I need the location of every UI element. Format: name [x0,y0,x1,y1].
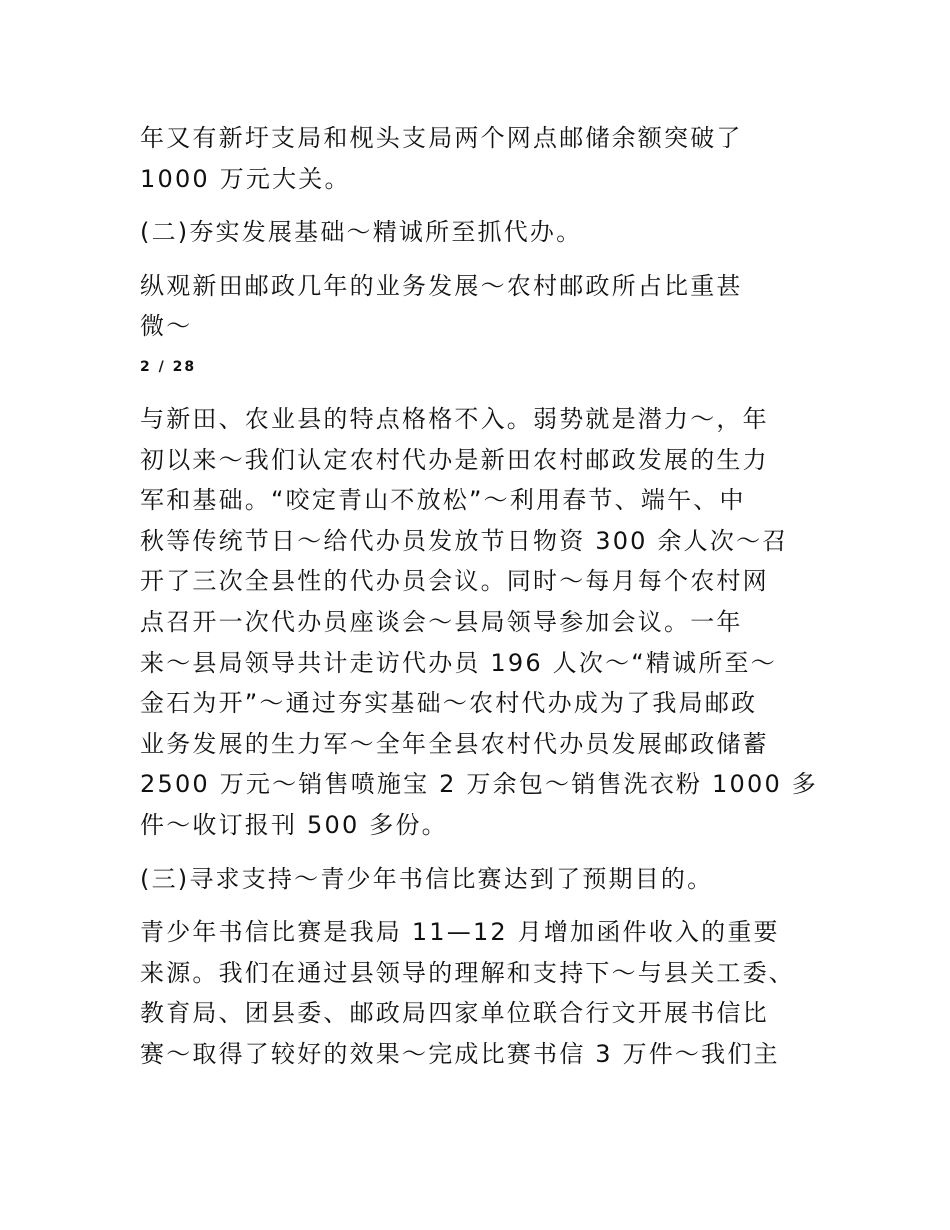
text-line: 青少年书信比赛是我局 11—12 月增加函件收入的重要 [140,918,780,947]
text-line: 教育局、团县委、邮政局四家单位联合行文开展书信比 [140,999,769,1028]
document-page [140,118,830,1074]
text-line: 纵观新田邮政几年的业务发展～农村邮政所占比重甚 [140,271,743,300]
section-heading-2: (二)夯实发展基础～精诚所至抓代办。 [140,218,583,247]
text-line: 2500 万元～销售喷施宝 2 万余包～销售洗衣粉 1000 多 [140,770,818,799]
text-line: 与新田、农业县的特点格格不入。弱势就是潜力～，年 [140,404,769,433]
paragraph-4 [140,912,830,1074]
text-line: 来源。我们在通过县领导的理解和支持下～与县关工委、 [140,958,795,987]
text-line: 1000 万元大关。 [140,164,351,193]
text-line: 点召开一次代办员座谈会～县局领导参加会议。一年 [140,607,743,636]
text-line: 件～收订报刊 500 多份。 [140,810,448,839]
text-line: 来～县局领导共计走访代办员 196 人次～“精诚所至～ [140,648,777,677]
text-line: 开了三次全县性的代办员会议。同时～每月每个农村网 [140,567,769,596]
text-line: 年又有新圩支局和枧头支局两个网点邮储余额突破了 [140,124,743,152]
paragraph-3 [140,399,830,846]
text-line: 初以来～我们认定农村代办是新田农村邮政发展的生力 [140,445,769,474]
text-line: 金石为开”～通过夯实基础～农村代办成为了我局邮政 [140,689,758,718]
text-line: 业务发展的生力军～全年全县农村代办员发展邮政储蓄 [140,729,769,758]
section-heading-3: (三)寻求支持～青少年书信比赛达到了预期目的。 [140,864,714,893]
paragraph-2 [140,266,830,347]
text-line: 军和基础。“咬定青山不放松”～利用春节、端午、中 [140,486,746,515]
paragraph-1 [140,118,830,199]
text-line: 赛～取得了较好的效果～完成比赛书信 3 万件～我们主 [140,1039,780,1068]
text-line: 微～ [140,312,193,341]
text-line: 秋等传统节日～给代办员发放节日物资 300 余人次～召 [140,526,789,555]
page-number: 2 / 28 [140,358,197,375]
